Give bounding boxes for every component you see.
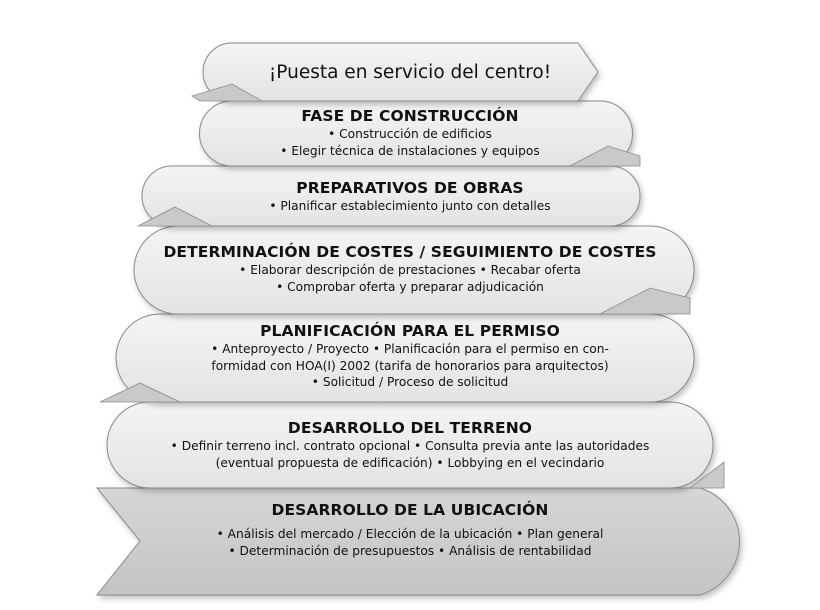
phase-preparativos	[0, 178, 820, 215]
phase-line: formidad con HOA(I) 2002 (tarifa de honorarios para arquitectos)	[211, 358, 609, 373]
goal-block	[0, 61, 820, 85]
phase-line: • Planificar establecimiento junto con detalles	[269, 199, 551, 213]
phase-line: • Solicitud / Proceso de solicitud	[311, 375, 509, 389]
phase-costes	[0, 242, 820, 295]
phase-title: DETERMINACIÓN DE COSTES / SEGUIMIENTO DE COSTES	[163, 243, 657, 261]
phase-ubicacion	[0, 500, 820, 559]
phase-line: • Anteproyecto / Proyecto • Planificación para el permiso en con-	[211, 342, 609, 356]
phase-line: • Definir terreno incl. contrato opcional • Consulta previa ante las autoridades	[170, 439, 650, 453]
phase-permiso	[0, 321, 820, 391]
phase-line: (eventual propuesta de edificación) • Lobbying en el vecindario	[215, 455, 605, 470]
phase-title: FASE DE CONSTRUCCIÓN	[301, 107, 519, 125]
phase-line: • Elaborar descripción de prestaciones • Recabar oferta	[239, 263, 581, 277]
phase-line: • Elegir técnica de instalaciones y equipos	[280, 143, 540, 158]
phase-line: • Determinación de presupuestos • Análisis de rentabilidad	[228, 543, 592, 558]
phase-title: DESARROLLO DEL TERRENO	[287, 419, 533, 437]
phase-construccion	[0, 106, 820, 159]
phase-terreno	[0, 418, 820, 471]
phase-line: • Comprobar oferta y preparar adjudicación	[276, 279, 544, 294]
goal-title: ¡Puesta en servicio del centro!	[268, 62, 552, 83]
phase-title: PREPARATIVOS DE OBRAS	[296, 179, 524, 197]
phase-title: PLANIFICACIÓN PARA EL PERMISO	[260, 322, 560, 340]
phase-title: DESARROLLO DE LA UBICACIÓN	[271, 501, 549, 519]
phase-line: • Análisis del mercado / Elección de la ubicación • Plan general	[216, 527, 604, 541]
phase-line: • Construcción de edificios	[328, 127, 492, 141]
